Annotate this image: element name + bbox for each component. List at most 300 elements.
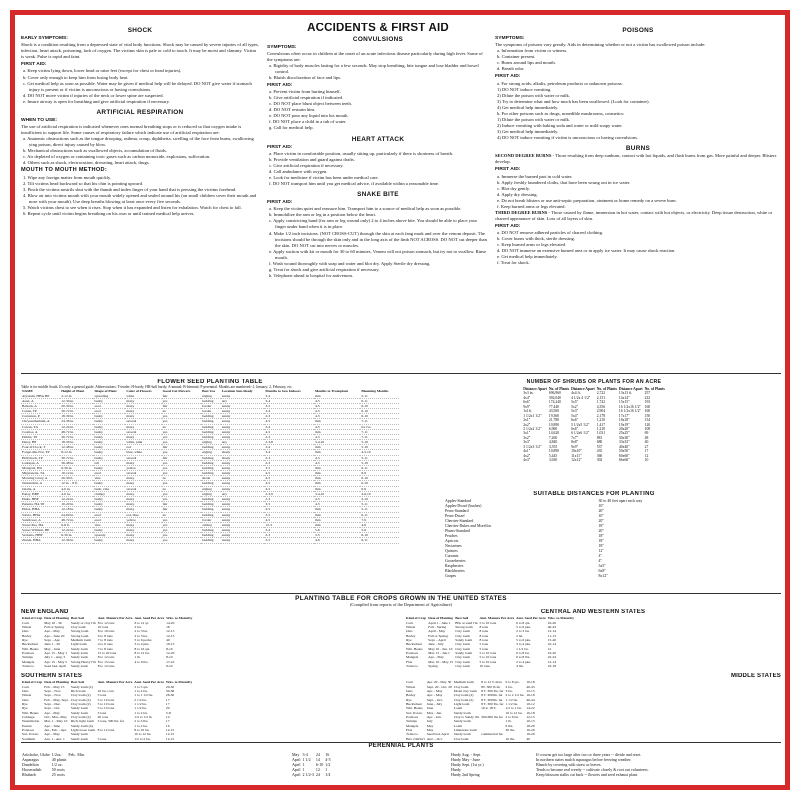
table-cell: 5-11	[360, 507, 399, 512]
table-cell: Clay loam	[455, 629, 470, 634]
shock-step: c. Get medical help as soon as possible. Water may be given if medical help will be delayed. DO NOT give water if stomach injury is present or if victim is unconscious or having convulsions.	[23, 80, 252, 92]
snake-bite-heading: SNAKE BITE	[357, 191, 399, 199]
table-cell: sunny	[221, 481, 265, 486]
table-cell: thin	[314, 419, 360, 424]
table-cell: sunny	[221, 507, 265, 512]
table-cell: 6-10	[360, 533, 399, 538]
table-cell: Pinks, HBP	[21, 496, 60, 501]
table-cell: 4-5	[325, 757, 331, 763]
table-cell: 5 1/2x5 1/2"	[571, 422, 590, 427]
table-cell: 15-40	[547, 638, 557, 642]
table-cell: Sandy loam	[455, 638, 473, 642]
column-header: Wks. to Maturity	[165, 680, 193, 685]
table-cell: fair	[162, 455, 202, 460]
table-cell: Morning Glory, A	[21, 476, 60, 481]
page-title: ACCIDENTS & FIRST AID	[307, 23, 449, 34]
table-cell: 360	[596, 453, 603, 458]
table-cell: Sandy loam	[453, 732, 471, 737]
table-cell: 4-5	[314, 398, 360, 403]
table-cell: 48-72 in.	[60, 517, 93, 522]
table-cell: 14	[165, 714, 170, 719]
table-cell: 5 tons	[479, 642, 489, 647]
burns-step: b. Cover burns with thick, sterile dressing.	[497, 236, 575, 242]
table-cell: 1 1/2 bu.	[134, 702, 147, 706]
table-cell: 2-3,8	[264, 440, 314, 445]
burns-heading: BURNS	[625, 145, 651, 153]
table-cell: 5 tons	[479, 646, 489, 651]
table-cell: 16 1/2x16 1/2"	[618, 404, 641, 409]
perennial-hardy	[451, 752, 531, 778]
table-cell: May	[426, 723, 434, 728]
table-cell: fair	[162, 394, 202, 399]
table-cell: 3-5	[264, 538, 314, 543]
table-cell: edging	[201, 491, 221, 496]
table-cell: several	[125, 471, 161, 476]
table-cell: 8 tons	[479, 625, 489, 630]
table-cell: bushy	[93, 538, 125, 543]
table-cell: Sorghum	[22, 736, 35, 740]
table-cell: 1,210	[596, 418, 606, 423]
table-cell: 6 lbs.	[505, 723, 514, 728]
convulsions-step: g. Call for medical help.	[269, 125, 314, 131]
table-cell: 12-24 in.	[60, 424, 93, 429]
table-cell: Currants	[445, 554, 459, 558]
table-cell: Nectarines	[445, 544, 462, 548]
respiration-causes	[23, 136, 259, 166]
snake-steps	[269, 206, 489, 279]
table-cell: 2x2"	[523, 422, 531, 427]
table-cell: 50 roots	[51, 767, 65, 773]
table-cell: shady	[221, 455, 265, 460]
table-cell: 1/4	[325, 772, 331, 778]
note-item: If crowns get too large after two or three years -- divide and reset.	[536, 752, 642, 757]
table-cell: bushy	[93, 502, 125, 507]
table-cell: Oats	[22, 629, 29, 634]
table-cell: Sept. 20 - Oct. 20	[426, 684, 452, 689]
table-cell: yes	[162, 496, 202, 501]
table-cell: 30 lbs.	[505, 727, 515, 732]
table-cell: 5 to 10 tons	[97, 706, 115, 711]
table-cell: 4"	[598, 554, 603, 558]
table-cell: 12"	[598, 549, 604, 553]
table-cell: 6-11	[360, 538, 399, 543]
table-cell: yes	[162, 414, 202, 419]
table-cell: many	[125, 403, 161, 408]
table-cell: 4-5	[264, 507, 314, 512]
table-cell: thin	[314, 450, 360, 455]
table-cell: Sept. - Nov.	[44, 693, 62, 698]
table-cell: Buckwheat	[406, 642, 422, 647]
table-cell: many	[125, 398, 161, 403]
table-cell: 10 to 18 T.	[481, 706, 497, 711]
table-cell: Horseradish	[22, 767, 42, 773]
table-cell: sunny	[221, 419, 265, 424]
table-cell: 1 to 2 bu.	[134, 710, 148, 715]
heart-step: c. Give artificial respiration if necessary.	[269, 162, 344, 168]
table-cell: 4x1"	[523, 449, 531, 454]
shock-symptoms-text: Shock is a condition resulting from a depressed state of vital body functions. Shock may be caused by severe injuries of all types, infection, heart attack, poisoning, lack of oxygen. The victims skin is pale or cold to touch. It may be moist and clammy. Victim is weak. Pulse is rapid and faint.	[21, 42, 259, 60]
burns-first-aid-label: FIRST AID:	[495, 224, 521, 230]
table-cell: 4x2"	[523, 453, 531, 458]
table-cell: Apr. - June 20	[44, 633, 65, 638]
table-cell: 10 to 12 bu.	[134, 732, 152, 737]
table-cell: bedding	[201, 455, 221, 460]
table-cell: Limestone loam	[453, 727, 477, 732]
table-cell: Fall or Spring	[44, 625, 64, 630]
planting-distances-table	[407, 491, 781, 591]
column-header: No. of Plants	[596, 387, 617, 391]
table-cell: 2 1/2-3	[302, 772, 314, 778]
table-cell: 18-20	[526, 723, 535, 728]
table-cell: 4x3"	[523, 458, 531, 462]
table-cell: 4-5	[314, 424, 360, 429]
table-cell: 7x7"	[571, 435, 579, 440]
table-cell: 12 in. - 8 ft.	[60, 481, 93, 486]
table-cell: 1 1/2 bu.	[134, 706, 147, 711]
table-cell: bushy	[93, 419, 125, 424]
table-cell: bushy	[93, 414, 125, 419]
table-cell: June - July	[428, 642, 444, 647]
table-cell: vine	[93, 476, 125, 481]
table-cell: 60x60"	[618, 453, 630, 458]
table-cell: 12	[644, 453, 649, 458]
crops-planting-table	[21, 595, 781, 740]
table-cell: tall	[93, 460, 125, 465]
table-cell: 4-6 in.	[60, 486, 93, 491]
column-header: Color of Flowers	[126, 389, 152, 394]
table-cell: 2 1/2 bu.	[134, 697, 147, 702]
table-cell: 16-18	[526, 693, 535, 698]
table-cell: Barley	[406, 633, 416, 638]
table-cell: fair	[162, 507, 202, 512]
table-cell: yes	[162, 429, 202, 434]
table-cell: 9x9"	[523, 404, 531, 409]
table-cell: May	[292, 752, 300, 757]
perennial-values	[291, 752, 441, 778]
second-degree-text: - Those resulting from deep sunburn, contact with hot liquids, and flash burns from gas. More painful and deeper. Blisters develop.	[495, 153, 777, 165]
table-cell: Clay loam (2)	[453, 697, 474, 702]
table-cell: 3 to 5 qts.	[134, 684, 149, 689]
shock-step: b. Cover only enough to keep him from losing body heat.	[23, 74, 129, 80]
column-header: Wks. to Maturity	[547, 616, 575, 621]
table-cell: bedding	[201, 528, 221, 533]
table-cell: 4-5	[314, 460, 360, 465]
table-cell: several	[125, 455, 161, 460]
note-item: Blanch by covering with straw or leaves.	[536, 762, 602, 768]
table-cell: 10-12 in.	[60, 471, 93, 476]
table-cell: Wheat	[406, 625, 416, 630]
table-cell: 1	[302, 767, 305, 773]
table-cell: 14x14"	[618, 395, 630, 400]
table-cell: red, blue	[125, 512, 161, 517]
table-cell: Clay loam	[453, 736, 469, 740]
table-cell: 20-30	[165, 684, 175, 689]
middle-column	[267, 23, 489, 368]
table-cell: bedding	[201, 481, 221, 486]
third-degree-label: THIRD DEGREE BURNS	[495, 209, 548, 215]
table-cell: bedding	[201, 507, 221, 512]
table-cell: 10x10"	[571, 449, 582, 454]
table-cell: 24-36 in.	[60, 419, 93, 424]
table-cell: Wheat	[22, 625, 32, 630]
region-table-body	[21, 685, 193, 740]
poisons-step: 3) Try to determine what and how much has been swallowed. (Look for container).	[497, 98, 650, 104]
flower-row	[21, 538, 399, 543]
table-cell: 7 to 8 tons	[97, 638, 113, 642]
table-cell: bushy	[93, 440, 125, 445]
snake-step: c. Apply constricting band (for arm or leg wound only) 2 to 4 inches above bite. You should be able to place your finger under band when it is in place.	[269, 218, 478, 230]
table-cell: Apr. - Jun.	[426, 714, 442, 719]
table-cell: 1,742	[596, 400, 606, 405]
table-cell: Chrysanthemum, A	[21, 419, 60, 424]
mouth-step: 3. Pinch the victims nostrils shut with the thumb and index finger of your hand that is pressing the victims forehead.	[23, 186, 237, 192]
table-cell: 537	[596, 444, 603, 449]
table-cell: May 10 - Jun. 10	[428, 646, 453, 651]
table-cell: April	[292, 762, 301, 768]
table-cell: 6-11	[360, 398, 399, 403]
table-cell: 696,960	[548, 391, 561, 396]
table-cell: 40x40"	[618, 444, 630, 449]
shrub-table	[522, 387, 666, 462]
crop-row	[405, 655, 575, 659]
shock-step: e. Insure airway is open for breathing and give artificial respiration if necessary.	[23, 98, 170, 104]
convulsions-first-aid-label: FIRST AID:	[267, 82, 293, 88]
table-cell: 30-72 in.	[60, 455, 93, 460]
table-cell: 4-5	[264, 517, 314, 522]
poisons-steps	[497, 81, 781, 142]
poisons-symptoms-text: The symptoms of poisons vary greatly. Aids in determining whether or not a victim has swallowed poison include:	[495, 42, 706, 48]
burns-step: d. DO NOT immerse an extensive burned area or in apply ice water. It may cause shock reaction.	[497, 248, 676, 254]
table-cell: 1x1ft.	[523, 409, 532, 414]
table-cell: July 1 - Aug. 5	[44, 655, 66, 660]
heart-step: f. DO NOT transport him until you get medical advice, if available within a reasonable time.	[269, 181, 440, 187]
table-cell: Sept. - Oct.	[426, 697, 443, 702]
table-cell: 6-10	[360, 409, 399, 414]
convulsions-step: b. Give artificial respiration if indicated.	[269, 95, 344, 101]
table-cell: 6-10	[360, 414, 399, 419]
table-cell: 14	[315, 757, 320, 763]
table-cell: bushy	[93, 507, 125, 512]
column-header: Height of Plant	[61, 389, 85, 394]
table-cell: 5 to 6 pecks	[134, 638, 152, 642]
table-cell: 5-6	[360, 528, 399, 533]
table-cell: 5 tons, 500 lbs. fer	[97, 719, 125, 724]
table-cell: 16-18	[547, 663, 557, 668]
table-cell: sunny	[221, 471, 265, 476]
table-cell: Plums-Standard	[445, 529, 470, 533]
table-cell: 40	[644, 440, 649, 445]
table-cell: 40	[526, 736, 530, 740]
artificial-respiration-heading: ARTIFICIAL RESPIRATION	[96, 108, 184, 116]
table-cell: Gooseberries	[445, 559, 466, 563]
table-cell: Mangels	[22, 659, 35, 664]
table-cell: 1/2oz.	[51, 752, 62, 757]
table-cell: 20	[165, 706, 170, 711]
table-cell: 10	[644, 458, 649, 462]
table-cell: thin	[314, 512, 360, 517]
table-cell: Sandy loam	[70, 710, 88, 715]
table-cell: Sandy loam (2)	[70, 684, 93, 689]
table-cell: many	[125, 538, 161, 543]
table-cell: spreading	[93, 394, 125, 399]
table-cell: thin	[314, 445, 360, 450]
table-cell: thin	[314, 429, 360, 434]
table-cell: Canna, TP	[21, 409, 60, 414]
table-cell: 3 tons	[97, 710, 107, 715]
table-cell: thin	[314, 394, 360, 399]
table-cell: 12-15	[166, 633, 175, 638]
table-cell: vine	[93, 522, 125, 527]
table-cell: Apr. 20 - May 30	[426, 680, 452, 685]
table-cell: Alyssum, HHA HP	[21, 394, 60, 399]
table-cell: 2x1"	[523, 418, 531, 423]
column-header: No. of Plants	[644, 387, 665, 391]
table-cell: Wht. Beans	[22, 710, 39, 715]
table-cell: many	[125, 414, 161, 419]
table-cell: 3x3 in.	[523, 391, 534, 396]
table-cell: border	[201, 409, 221, 414]
table-cell: 193	[644, 400, 651, 405]
table-cell: sunny	[221, 403, 265, 408]
table-cell: 22-24	[547, 655, 557, 660]
table-cell: sunny	[221, 496, 265, 501]
table-cell	[67, 772, 85, 777]
symptom-item: a. Rigidity of body muscles lasting for a few seconds. May stop breathing, bite tongue and lose bladder and bowel control.	[269, 62, 479, 74]
table-cell: 5 to 10 tons	[479, 655, 497, 660]
table-cell: Apr. - May	[428, 655, 444, 660]
table-cell: 5,445	[548, 453, 558, 458]
table-cell: 12-15	[165, 727, 175, 732]
table-cell: April	[292, 772, 301, 778]
table-cell: bedding	[201, 512, 221, 517]
table-cell: 9-10	[166, 663, 173, 668]
table-cell: 17	[644, 449, 649, 454]
table-cell: 4-6,10	[360, 491, 399, 496]
table-cell: Potatoes	[406, 714, 419, 719]
burns-step: b. Apply freshly laundered cloths, that have been wrung out in ice water.	[497, 179, 631, 185]
table-cell: sunny	[221, 429, 265, 434]
region-table-body	[405, 621, 575, 668]
table-cell: 33x33"	[618, 440, 630, 445]
table-cell: Hay, (tim'hy)	[406, 736, 425, 740]
table-cell: 10 tons	[97, 625, 109, 630]
table-cell: 20-30 ft.	[60, 476, 93, 481]
column-header: Shape of Plant	[94, 389, 117, 394]
table-cell: Clay loam	[455, 659, 470, 664]
table-cell: 20"	[598, 529, 604, 533]
table-cell: Loam	[453, 723, 463, 728]
table-cell: 5 tons	[97, 693, 107, 698]
table-cell: Feb. - May 15	[44, 684, 65, 689]
table-cell: 3-4	[264, 424, 314, 429]
table-cell: 3x3"	[523, 440, 531, 445]
table-cell: July	[426, 719, 433, 724]
table-cell: Sandy loam	[70, 646, 88, 651]
table-cell: 10"	[598, 514, 604, 518]
table-cell: Rye	[22, 702, 28, 706]
table-cell: many	[125, 507, 161, 512]
table-cell: 10"	[598, 504, 604, 508]
table-cell: many	[125, 522, 161, 527]
column-header: Location Sun-Shady	[221, 389, 253, 394]
note-item: Tends to become real weedy -- cultivate closely & root out volunteers.	[536, 767, 649, 773]
table-cell: 36-48 in.	[60, 460, 93, 465]
table-cell: 3-4	[264, 394, 314, 399]
table-cell: 4-5	[314, 434, 360, 439]
perennial-notes	[536, 752, 781, 778]
distance-row	[444, 574, 744, 579]
table-cell: 40-43	[526, 684, 535, 689]
table-cell: Turnips	[406, 719, 417, 724]
table-cell: Sept. - Nov.	[44, 689, 62, 694]
table-cell: 2,178	[596, 413, 606, 418]
table-cell: many	[125, 533, 161, 538]
table-cell: 1,031	[596, 431, 606, 436]
table-cell: 25x25"	[618, 431, 630, 436]
table-cell: 3 1/2x3 1/2"	[523, 444, 542, 449]
table-cell: thin	[314, 522, 360, 527]
table-cell: 16	[165, 723, 170, 728]
table-cell: 1/2 to 2 bu.	[134, 736, 151, 740]
table-cell: 5-6	[314, 528, 360, 533]
table-cell: Raspberries	[445, 564, 464, 568]
table-cell: 48	[644, 435, 649, 440]
convulsions-step: d. DO NOT restrain him.	[269, 107, 316, 113]
table-cell: Medium loam	[453, 680, 474, 685]
flower-header-row	[21, 389, 399, 393]
table-cell: Sandy loam	[453, 719, 471, 724]
convulsions-symptoms-text: Convulsions often occur in children at the onset of an acute infectious disease particularly during high fever. Some of the symptoms are:	[267, 50, 483, 62]
table-cell: Flax	[406, 659, 413, 664]
table-cell: 17	[165, 702, 170, 706]
table-cell: Wht. Beans	[406, 706, 423, 711]
table-cell: 7-11	[360, 434, 399, 439]
table-cell: 3-5	[264, 512, 314, 517]
when-to-use-text: The use of artificial respiration is indicated whenever ones normal breathing stops or is reduced so that oxygen intake is insufficient to support life. Some causes of respiratory failure which indicate use of artificial respiration are:	[21, 124, 242, 136]
table-cell: for lvs.	[360, 424, 399, 429]
table-cell: Marigold, HA	[21, 465, 60, 470]
table-cell: 6x6"	[571, 418, 579, 423]
table-cell: 2,722	[596, 391, 606, 396]
table-cell: Wheat	[406, 684, 416, 689]
table-cell: 20x20"	[618, 426, 630, 431]
table-cell: 4-5	[314, 502, 360, 507]
table-cell: sunny	[221, 502, 265, 507]
table-cell: 6 to 8 lbs.	[516, 655, 531, 660]
table-cell: shady	[221, 450, 265, 455]
table-cell: 5-10	[360, 445, 399, 450]
table-cell: sunny	[221, 517, 265, 522]
table-cell: 4-5	[264, 471, 314, 476]
table-cell: yes	[162, 398, 202, 403]
table-cell: Pears-Standard	[445, 509, 469, 513]
table-cell: Apr. - May	[44, 710, 60, 715]
table-cell: April - May	[428, 629, 446, 634]
table-cell: 2 bu.	[134, 625, 142, 630]
table-cell: thin	[314, 476, 360, 481]
table-cell: 16-20	[547, 620, 557, 625]
table-cell: 4-5	[264, 419, 314, 424]
table-cell: border	[201, 517, 221, 522]
table-cell: 6-10	[360, 403, 399, 408]
table-cell: many	[125, 409, 161, 414]
table-cell: no	[162, 486, 202, 491]
table-cell: sunny	[221, 424, 265, 429]
table-cell: 3-5	[314, 533, 360, 538]
table-cell: Light loam	[70, 642, 87, 647]
table-cell: Asparagus	[22, 757, 39, 763]
table-cell: 8 to 15 tons	[97, 659, 115, 664]
